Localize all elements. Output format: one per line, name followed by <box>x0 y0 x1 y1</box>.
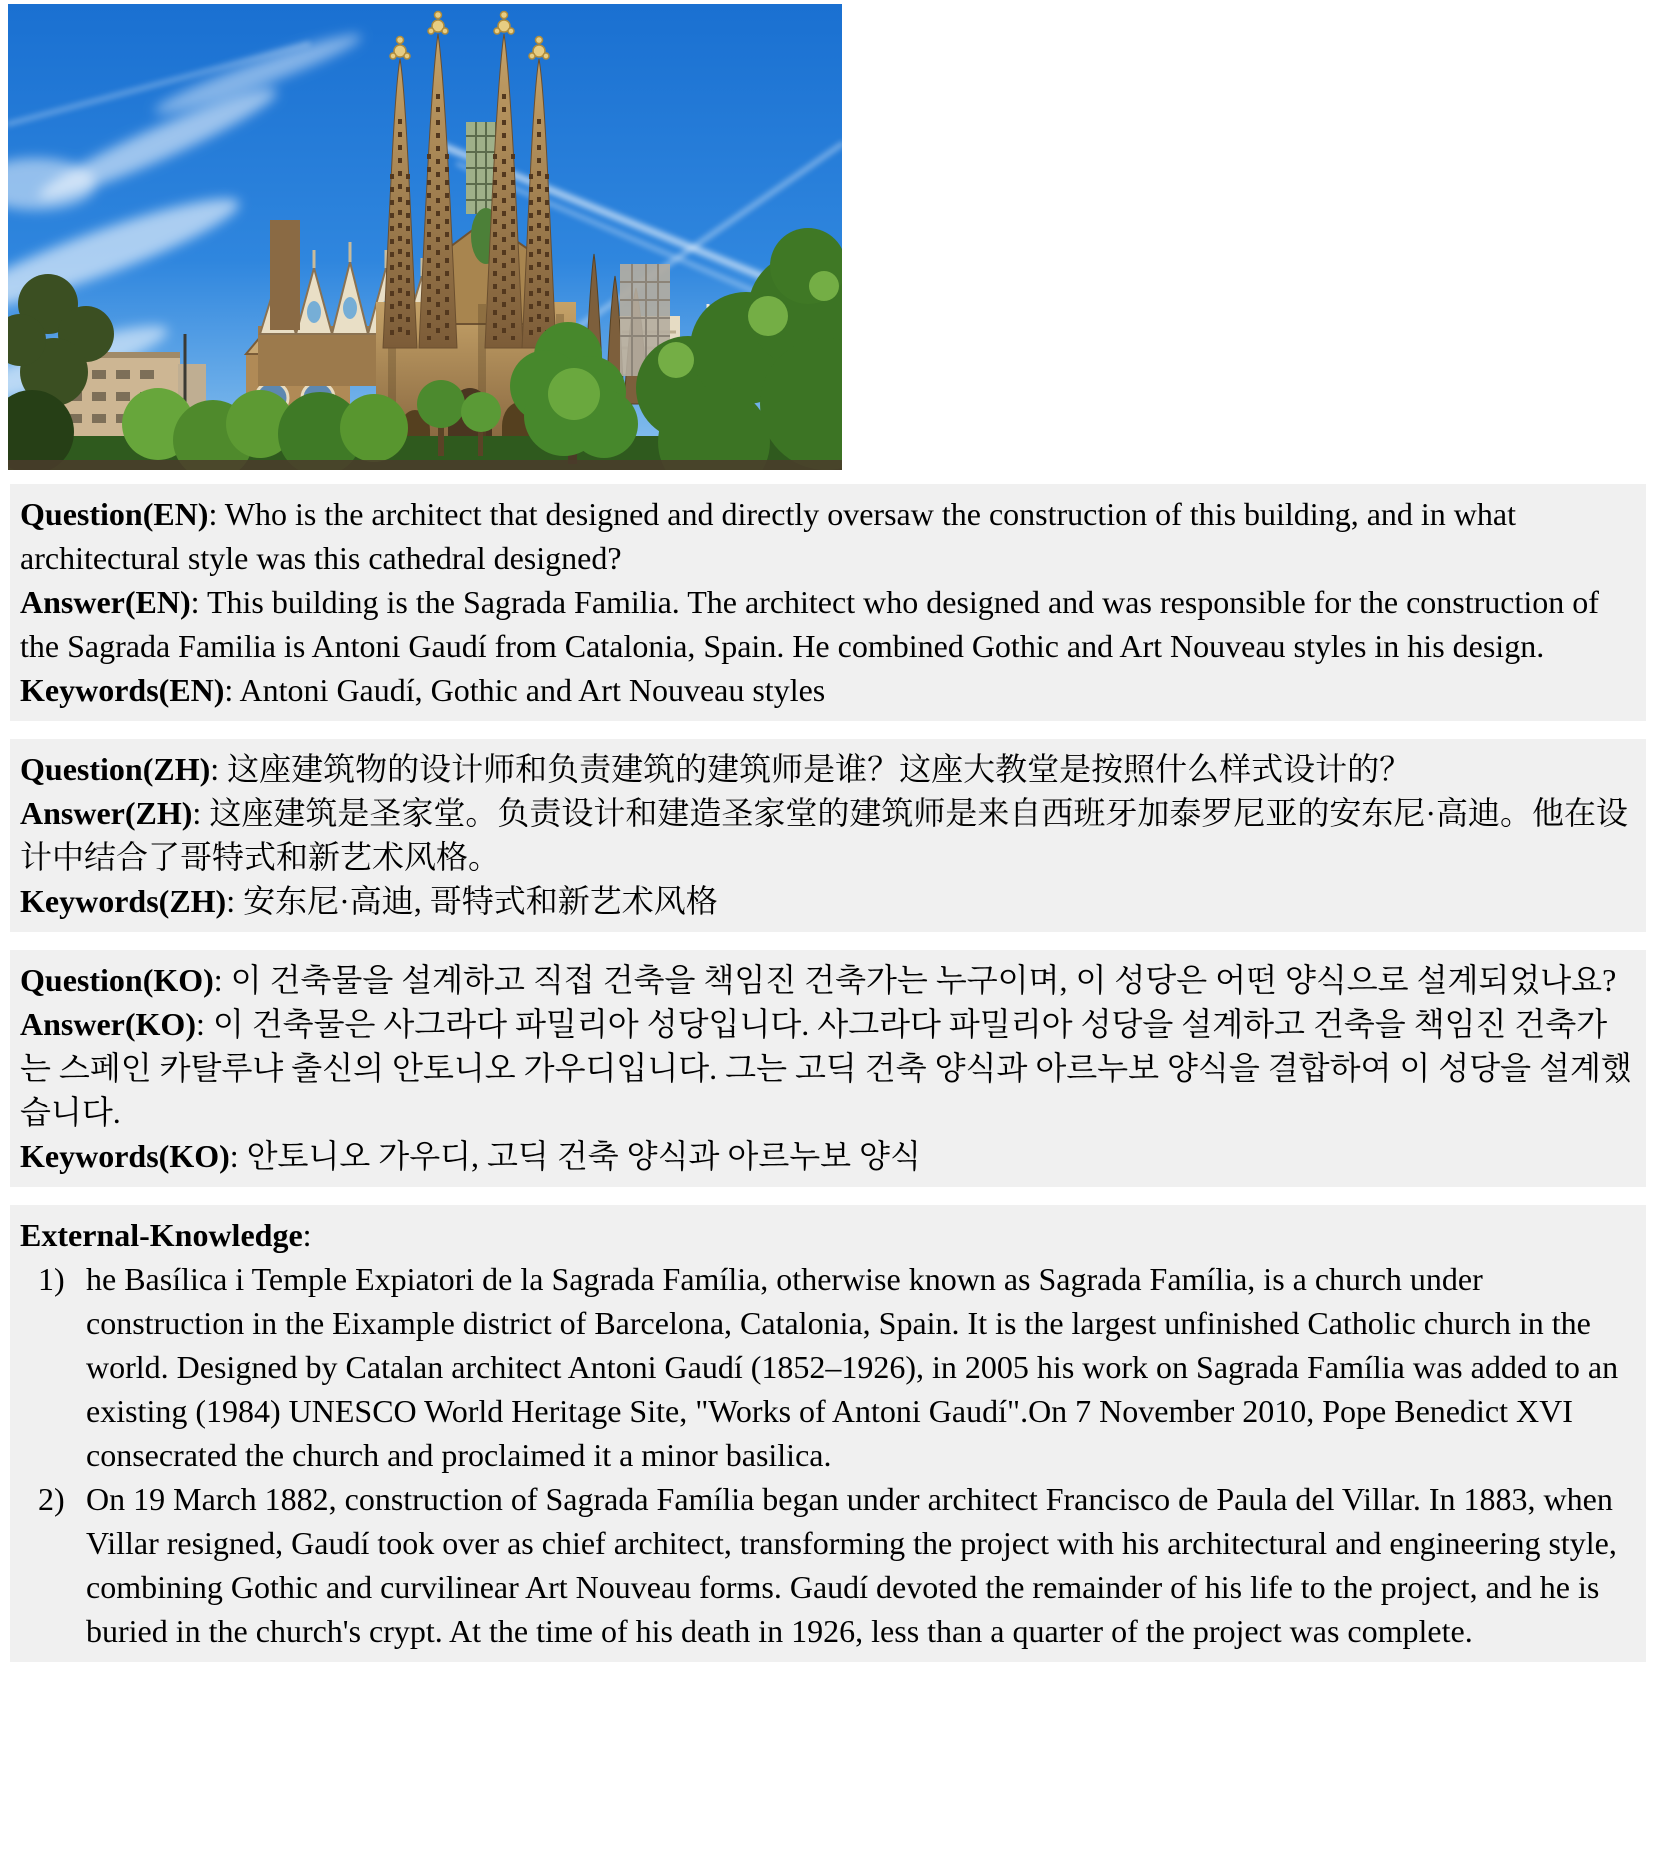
keywords-en-text: Antoni Gaudí, Gothic and Art Nouveau styles <box>239 672 826 708</box>
keywords-zh-text: 安东尼·高迪, 哥特式和新艺术风格 <box>243 883 718 919</box>
keywords-en-label: Keywords(EN) <box>20 672 225 708</box>
sagrada-familia-photo <box>8 4 842 470</box>
separator: : <box>226 883 244 919</box>
external-knowledge-heading <box>20 1213 1632 1257</box>
answer-en-text: This building is the Sagrada Familia. The architect who designed and was responsible for the construction of the Sagrada Familia is Antoni Gaudí from Catalonia, Spain. He combined Gothic and Art Nouveau styles in his design. <box>20 584 1599 664</box>
separator: : <box>195 1006 213 1042</box>
knowledge-item-2 <box>38 1477 1632 1653</box>
question-zh <box>20 747 1632 791</box>
question-zh-label: Question(ZH) <box>20 751 211 787</box>
knowledge-item-1-marker: 1) <box>38 1261 65 1297</box>
question-en <box>20 492 1632 580</box>
separator: : <box>210 751 228 787</box>
separator: : <box>190 584 207 620</box>
qa-block-zh <box>10 739 1646 932</box>
answer-ko-label: Answer(KO) <box>20 1006 196 1042</box>
qa-column <box>10 484 1646 1680</box>
building-photo <box>8 4 842 470</box>
answer-zh-text: 这座建筑是圣家堂。负责设计和建造圣家堂的建筑师是来自西班牙加泰罗尼亚的安东尼·高迪。他在设计中结合了哥特式和新艺术风格。 <box>20 795 1628 875</box>
answer-ko-text: 이 건축물은 사그라다 파밀리아 성당입니다. 사그라다 파밀리아 성당을 설계하고 건축을 책임진 건축가는 스페인 카탈루냐 출신의 안토니오 가우디입니다. 그는 고딕 건축 양식과 아르누보 양식을 결합하여 이 성당을 설계했습니다. <box>20 1006 1632 1130</box>
knowledge-item-2-text: On 19 March 1882, construction of Sagrada Família began under architect Francisco de Paula del Villar. In 1883, when Villar resigned, Gaudí took over as chief architect, transforming the project with his architectural and engineering style, combining Gothic and curvilinear Art Nouveau forms. Gaudí devoted the remainder of his life to the project, and he is buried in the church's crypt. At the time of his death in 1926, less than a quarter of the project was complete. <box>86 1481 1617 1649</box>
qa-block-en <box>10 484 1646 721</box>
answer-en <box>20 580 1632 668</box>
question-zh-text: 这座建筑物的设计师和负责建筑的建筑师是谁？这座大教堂是按照什么样式设计的？ <box>227 751 1412 787</box>
knowledge-item-2-marker: 2) <box>38 1481 65 1517</box>
keywords-en <box>20 668 1632 712</box>
keywords-zh-label: Keywords(ZH) <box>20 883 227 919</box>
separator: : <box>229 1138 247 1174</box>
separator: : <box>208 496 225 532</box>
external-knowledge-label: External-Knowledge <box>20 1217 303 1253</box>
answer-zh <box>20 791 1632 879</box>
question-ko-label: Question(KO) <box>20 962 214 998</box>
separator: : <box>213 962 231 998</box>
answer-en-label: Answer(EN) <box>20 584 191 620</box>
question-en-text: Who is the architect that designed and directly oversaw the construction of this building, and in what architectural style was this cathedral designed? <box>20 496 1516 576</box>
question-ko-text: 이 건축물을 설계하고 직접 건축을 책임진 건축가는 누구이며, 이 성당은 어떤 양식으로 설계되었나요? <box>230 962 1617 998</box>
knowledge-item-1 <box>38 1257 1632 1477</box>
separator: : <box>224 672 240 708</box>
answer-zh-label: Answer(ZH) <box>20 795 193 831</box>
keywords-ko-text: 안토니오 가우디, 고딕 건축 양식과 아르누보 양식 <box>246 1138 921 1174</box>
question-en-label: Question(EN) <box>20 496 209 532</box>
external-knowledge-block <box>10 1205 1646 1662</box>
knowledge-item-1-text: he Basílica i Temple Expiatori de la Sagrada Família, otherwise known as Sagrada Família, is a church under construction in the Eixample district of Barcelona, Catalonia, Spain. It is the largest unfinished Catholic church in the world. Designed by Catalan architect Antoni Gaudí (1852–1926), in 2005 his work on Sagrada Família was added to an existing (1984) UNESCO World Heritage Site, "Works of Antoni Gaudí".On 7 November 2010, Pope Benedict XVI consecrated the church and proclaimed it a minor basilica. <box>86 1261 1619 1473</box>
keywords-ko <box>20 1134 1632 1178</box>
answer-ko <box>20 1002 1632 1134</box>
keywords-zh <box>20 879 1632 923</box>
colon: : <box>302 1217 312 1253</box>
question-ko <box>20 958 1632 1002</box>
separator: : <box>192 795 210 831</box>
keywords-ko-label: Keywords(KO) <box>20 1138 230 1174</box>
qa-block-ko <box>10 950 1646 1187</box>
